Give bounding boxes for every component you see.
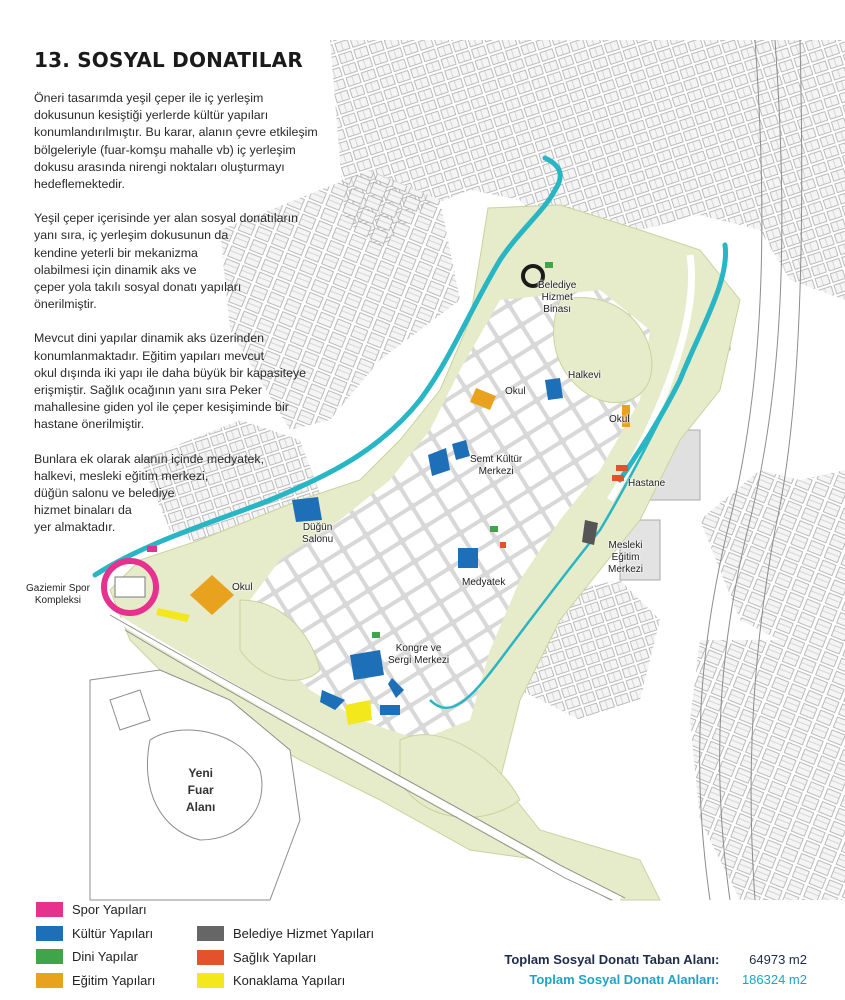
legend-left <box>36 898 155 992</box>
label-yeni-fuar: Yeni Fuar Alanı <box>186 766 216 814</box>
label-dugun-salonu: Düğün Salonu <box>302 522 334 545</box>
legend-item-konaklama: Konaklama Yapıları <box>197 969 374 993</box>
intro-paragraph-3: Mevcut dini yapılar dinamik aks üzerinden konumlanmaktadır. Eğitim yapıları mevcut okul dışında iki yapı ile daha büyük bir kapasiteye erişmiştir. Sağlık ocağının yanı sıra Peker mahallesine giden yol ile çeper kesişiminde bir hastane önerilmiştir. <box>34 331 307 432</box>
legend-item-spor: Spor Yapıları <box>36 898 155 922</box>
total-taban-label: Toplam Sosyal Donatı Taban Alanı: <box>504 952 720 967</box>
label-okul-east: Okul <box>609 414 630 425</box>
intro-text <box>34 90 364 554</box>
legend-swatch-spor <box>36 902 63 917</box>
intro-paragraph-2: Yeşil çeper içerisinde yer alan sosyal donatıların yanı sıra, iç yerleşim dokusunun da kendine yeterli bir mekanizma olabilmesi için dinamik aks ve çeper yola takılı sosyal donatı yapıları önerilmiştir. <box>34 211 299 312</box>
label-okul-north: Okul <box>505 386 526 397</box>
label-medyatek: Medyatek <box>462 577 506 588</box>
legend-right <box>197 922 374 993</box>
intro-paragraph-1: Öneri tasarımda yeşil çeper ile iç yerleşim dokusunun kesiştiği yerlerde kültür yapıları konumlandırılmıştır. Bu karar, alanın çevre etkileşim bölgeleriyle (fuar-komşu mahalle vb) iç yerleşim dokusu arasında nirengi noktaları oluşturmayı hedeflemektedir. <box>34 91 318 192</box>
intro-paragraph-4: Bunlara ek olarak alanın içinde medyatek, halkevi, mesleki eğitim merkezi, düğün salonu ve belediye hizmet binaları da yer almaktadır. <box>34 451 265 535</box>
total-alan-row <box>504 970 807 990</box>
label-hastane: Hastane <box>628 478 666 489</box>
label-halkevi: Halkevi <box>568 370 601 381</box>
legend-swatch-dini <box>36 949 63 964</box>
legend-item-belediye: Belediye Hizmet Yapıları <box>197 922 374 946</box>
label-mesleki: Mesleki Eğitim Merkezi <box>608 540 644 575</box>
total-taban-row <box>504 950 807 970</box>
legend-item-egitim: Eğitim Yapıları <box>36 969 155 993</box>
legend-swatch-kultur <box>36 926 63 941</box>
legend-swatch-saglik <box>197 950 224 965</box>
legend-item-saglik: Sağlık Yapıları <box>197 946 374 970</box>
legend-item-dini: Dini Yapılar <box>36 945 155 969</box>
label-okul-west: Okul <box>232 582 253 593</box>
label-belediye: Belediye Hizmet Binası <box>538 280 577 315</box>
legend-swatch-egitim <box>36 973 63 988</box>
total-alan-value: 186324 m2 <box>741 972 807 987</box>
label-semt-kultur: Semt Kültür Merkezi <box>470 454 523 477</box>
legend-swatch-konaklama <box>197 973 224 988</box>
label-kongre: Kongre ve Sergi Merkezi <box>388 643 450 666</box>
label-gaziemir: Gaziemir Spor Kompleksi <box>26 583 90 606</box>
legend-item-kultur: Kültür Yapıları <box>36 922 155 946</box>
total-taban-value: 64973 m2 <box>749 952 807 967</box>
area-totals <box>504 950 807 990</box>
page-title: 13. SOSYAL DONATILAR <box>34 48 303 72</box>
total-alan-label: Toplam Sosyal Donatı Alanları: <box>529 972 720 987</box>
legend-swatch-belediye <box>197 926 224 941</box>
